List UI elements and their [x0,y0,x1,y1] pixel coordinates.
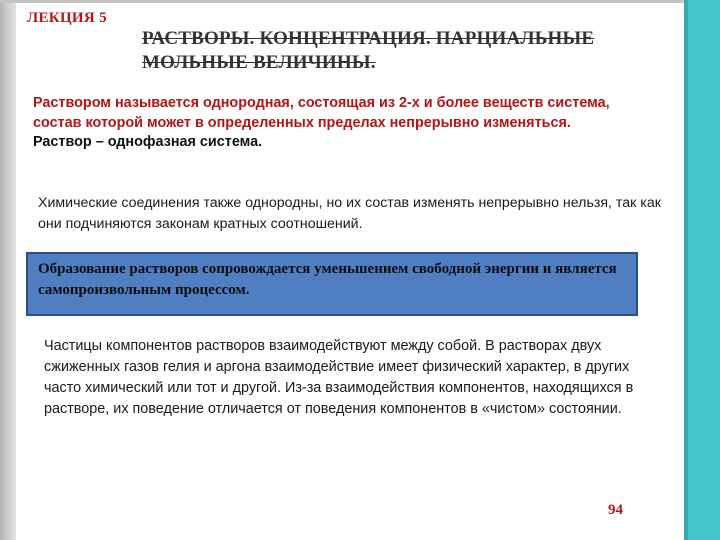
left-frame-border [0,0,16,540]
particles-paragraph: Частицы компонентов растворов взаимодействуют между собой. В растворах двух сжиженных газов гелия и аргона взаимодействие имеет физический характер, в других часто химический или тот и другой. Из-за взаимодействия компонентов, находящихся в растворе, их поведение отличается от поведения компонентов в «чистом» состоянии. [44,338,634,417]
highlight-box-text: Образование растворов сопровождается уменьшением свободной энергии и является самопроизвольным процессом. [38,261,617,298]
slide-title: РАСТВОРЫ. КОНЦЕНТРАЦИЯ. ПАРЦИАЛЬНЫЕ МОЛЬНЫЕ ВЕЛИЧИНЫ. [142,28,595,73]
solution-definition [33,94,653,153]
right-accent-bar [684,0,720,540]
single-phase-statement: Раствор – однофазная система. [33,134,263,150]
lecture-label: ЛЕКЦИЯ 5 [27,10,107,26]
chemical-compounds-paragraph: Химические соединения также однородны, но их состав изменять непрерывно нельзя, так как они подчиняются законам кратных соотношений. [38,195,661,232]
definition-text: Раствором называется однородная, состоящая из 2-х и более веществ система, состав которой может в определенных пределах непрерывно изменяться. [33,95,610,131]
right-accent-bar-shade [684,0,688,540]
page-number: 94 [608,502,623,518]
